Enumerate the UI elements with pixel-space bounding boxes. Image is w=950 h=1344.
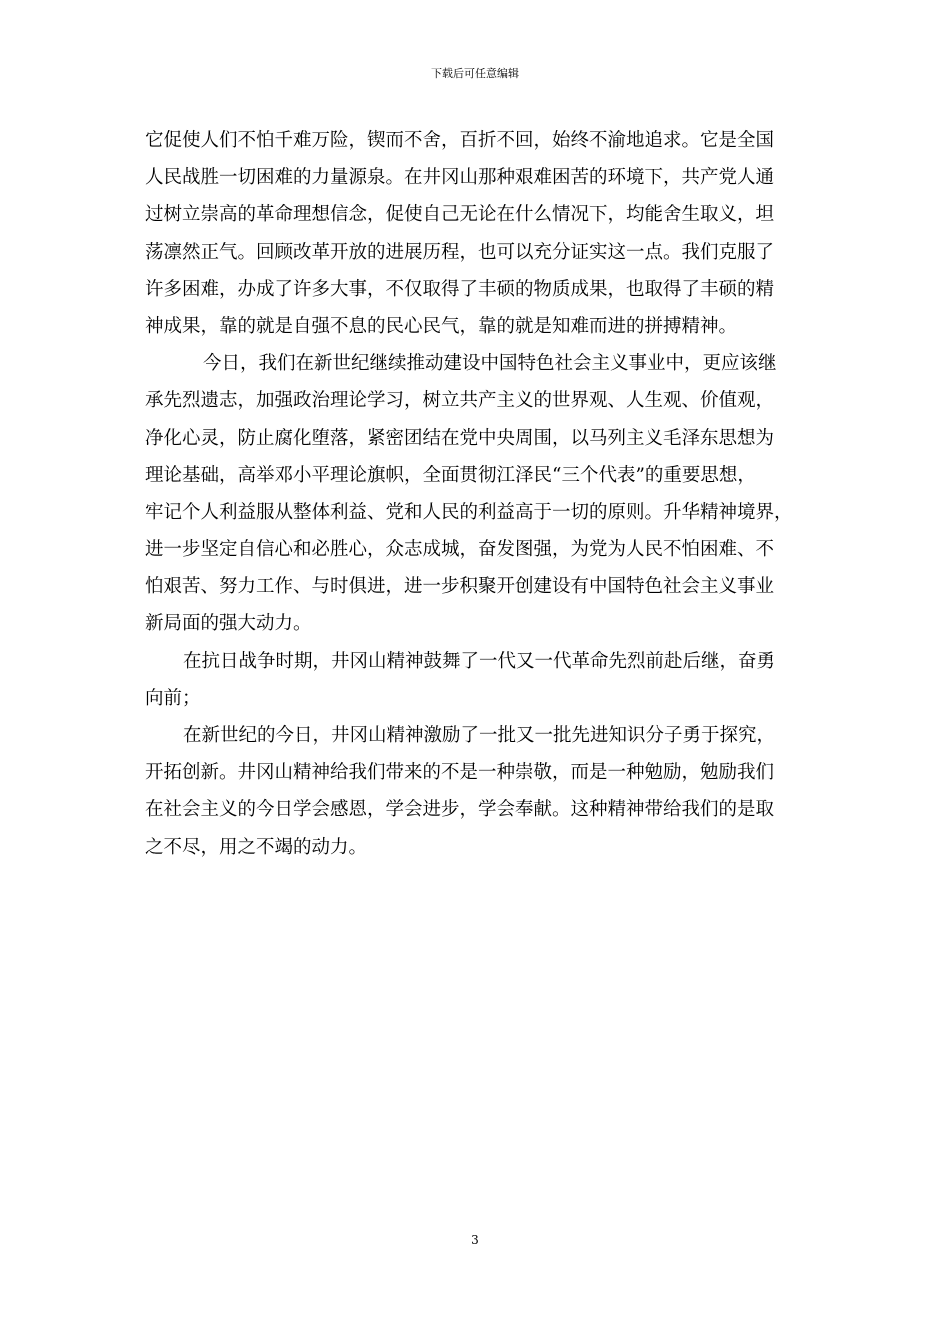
text-line: 牢记个人利益服从整体利益、党和人民的利益高于一切的原则。升华精神境界， bbox=[145, 501, 793, 523]
text-line: 怕艰苦、努力工作、与时俱进，进一步积聚开创建设有中国特色社会主义事业 bbox=[145, 576, 775, 598]
text-line: 向前； bbox=[145, 687, 201, 709]
text-line: 理论基础，高举邓小平理论旗帜，全面贯彻江泽民“三个代表”的重要思想， bbox=[145, 464, 756, 486]
text-line: 它促使人们不怕千难万险，锲而不舍，百折不回，始终不渝地追求。它是全国 bbox=[145, 130, 775, 151]
paragraph bbox=[145, 643, 825, 717]
text-line: 开拓创新。井冈山精神给我们带来的不是一种崇敬，而是一种勉励，勉励我们 bbox=[145, 762, 775, 784]
text-line: 之不尽，用之不竭的动力。 bbox=[145, 836, 368, 858]
page-header: 下载后可任意编辑 bbox=[431, 67, 519, 80]
text-line: 在抗日战争时期，井冈山精神鼓舞了一代又一代革命先烈前赴后继，奋勇 bbox=[183, 650, 776, 672]
text-line: 神成果，靠的就是自强不息的民心民气，靠的就是知难而进的拼搏精神。 bbox=[145, 315, 738, 337]
text-line: 在新世纪的今日，井冈山精神激励了一批又一批先进知识分子勇于探究， bbox=[183, 725, 776, 746]
paragraph bbox=[145, 122, 825, 345]
paragraph bbox=[145, 345, 825, 643]
text-line: 进一步坚定自信心和必胜心，众志成城，奋发图强，为党为人民不怕困难、不 bbox=[145, 539, 775, 561]
document-body bbox=[145, 122, 825, 866]
text-line: 承先烈遗志，加强政治理论学习，树立共产主义的世界观、人生观、价值观， bbox=[145, 390, 775, 412]
text-line: 过树立崇高的革命理想信念，促使自己无论在什么情况下，均能舍生取义，坦 bbox=[145, 204, 775, 226]
text-line: 荡凛然正气。回顾改革开放的进展历程，也可以充分证实这一点。我们克服了 bbox=[145, 241, 775, 263]
page-number: 3 bbox=[471, 1233, 479, 1247]
text-line: 净化心灵，防止腐化堕落，紧密团结在党中央周围，以马列主义毛泽东思想为 bbox=[145, 427, 775, 449]
text-line: 人民战胜一切困难的力量源泉。在井冈山那种艰难困苦的环境下，共产党人通 bbox=[145, 167, 775, 189]
text-line: 许多困难，办成了许多大事，不仅取得了丰硕的物质成果，也取得了丰硕的精 bbox=[145, 278, 775, 300]
text-line: 今日，我们在新世纪继续推动建设中国特色社会主义事业中，更应该继 bbox=[203, 353, 777, 375]
text-line: 新局面的强大动力。 bbox=[145, 613, 312, 635]
paragraph bbox=[145, 717, 825, 866]
text-line: 在社会主义的今日学会感恩，学会进步，学会奉献。这种精神带给我们的是取 bbox=[145, 799, 775, 821]
